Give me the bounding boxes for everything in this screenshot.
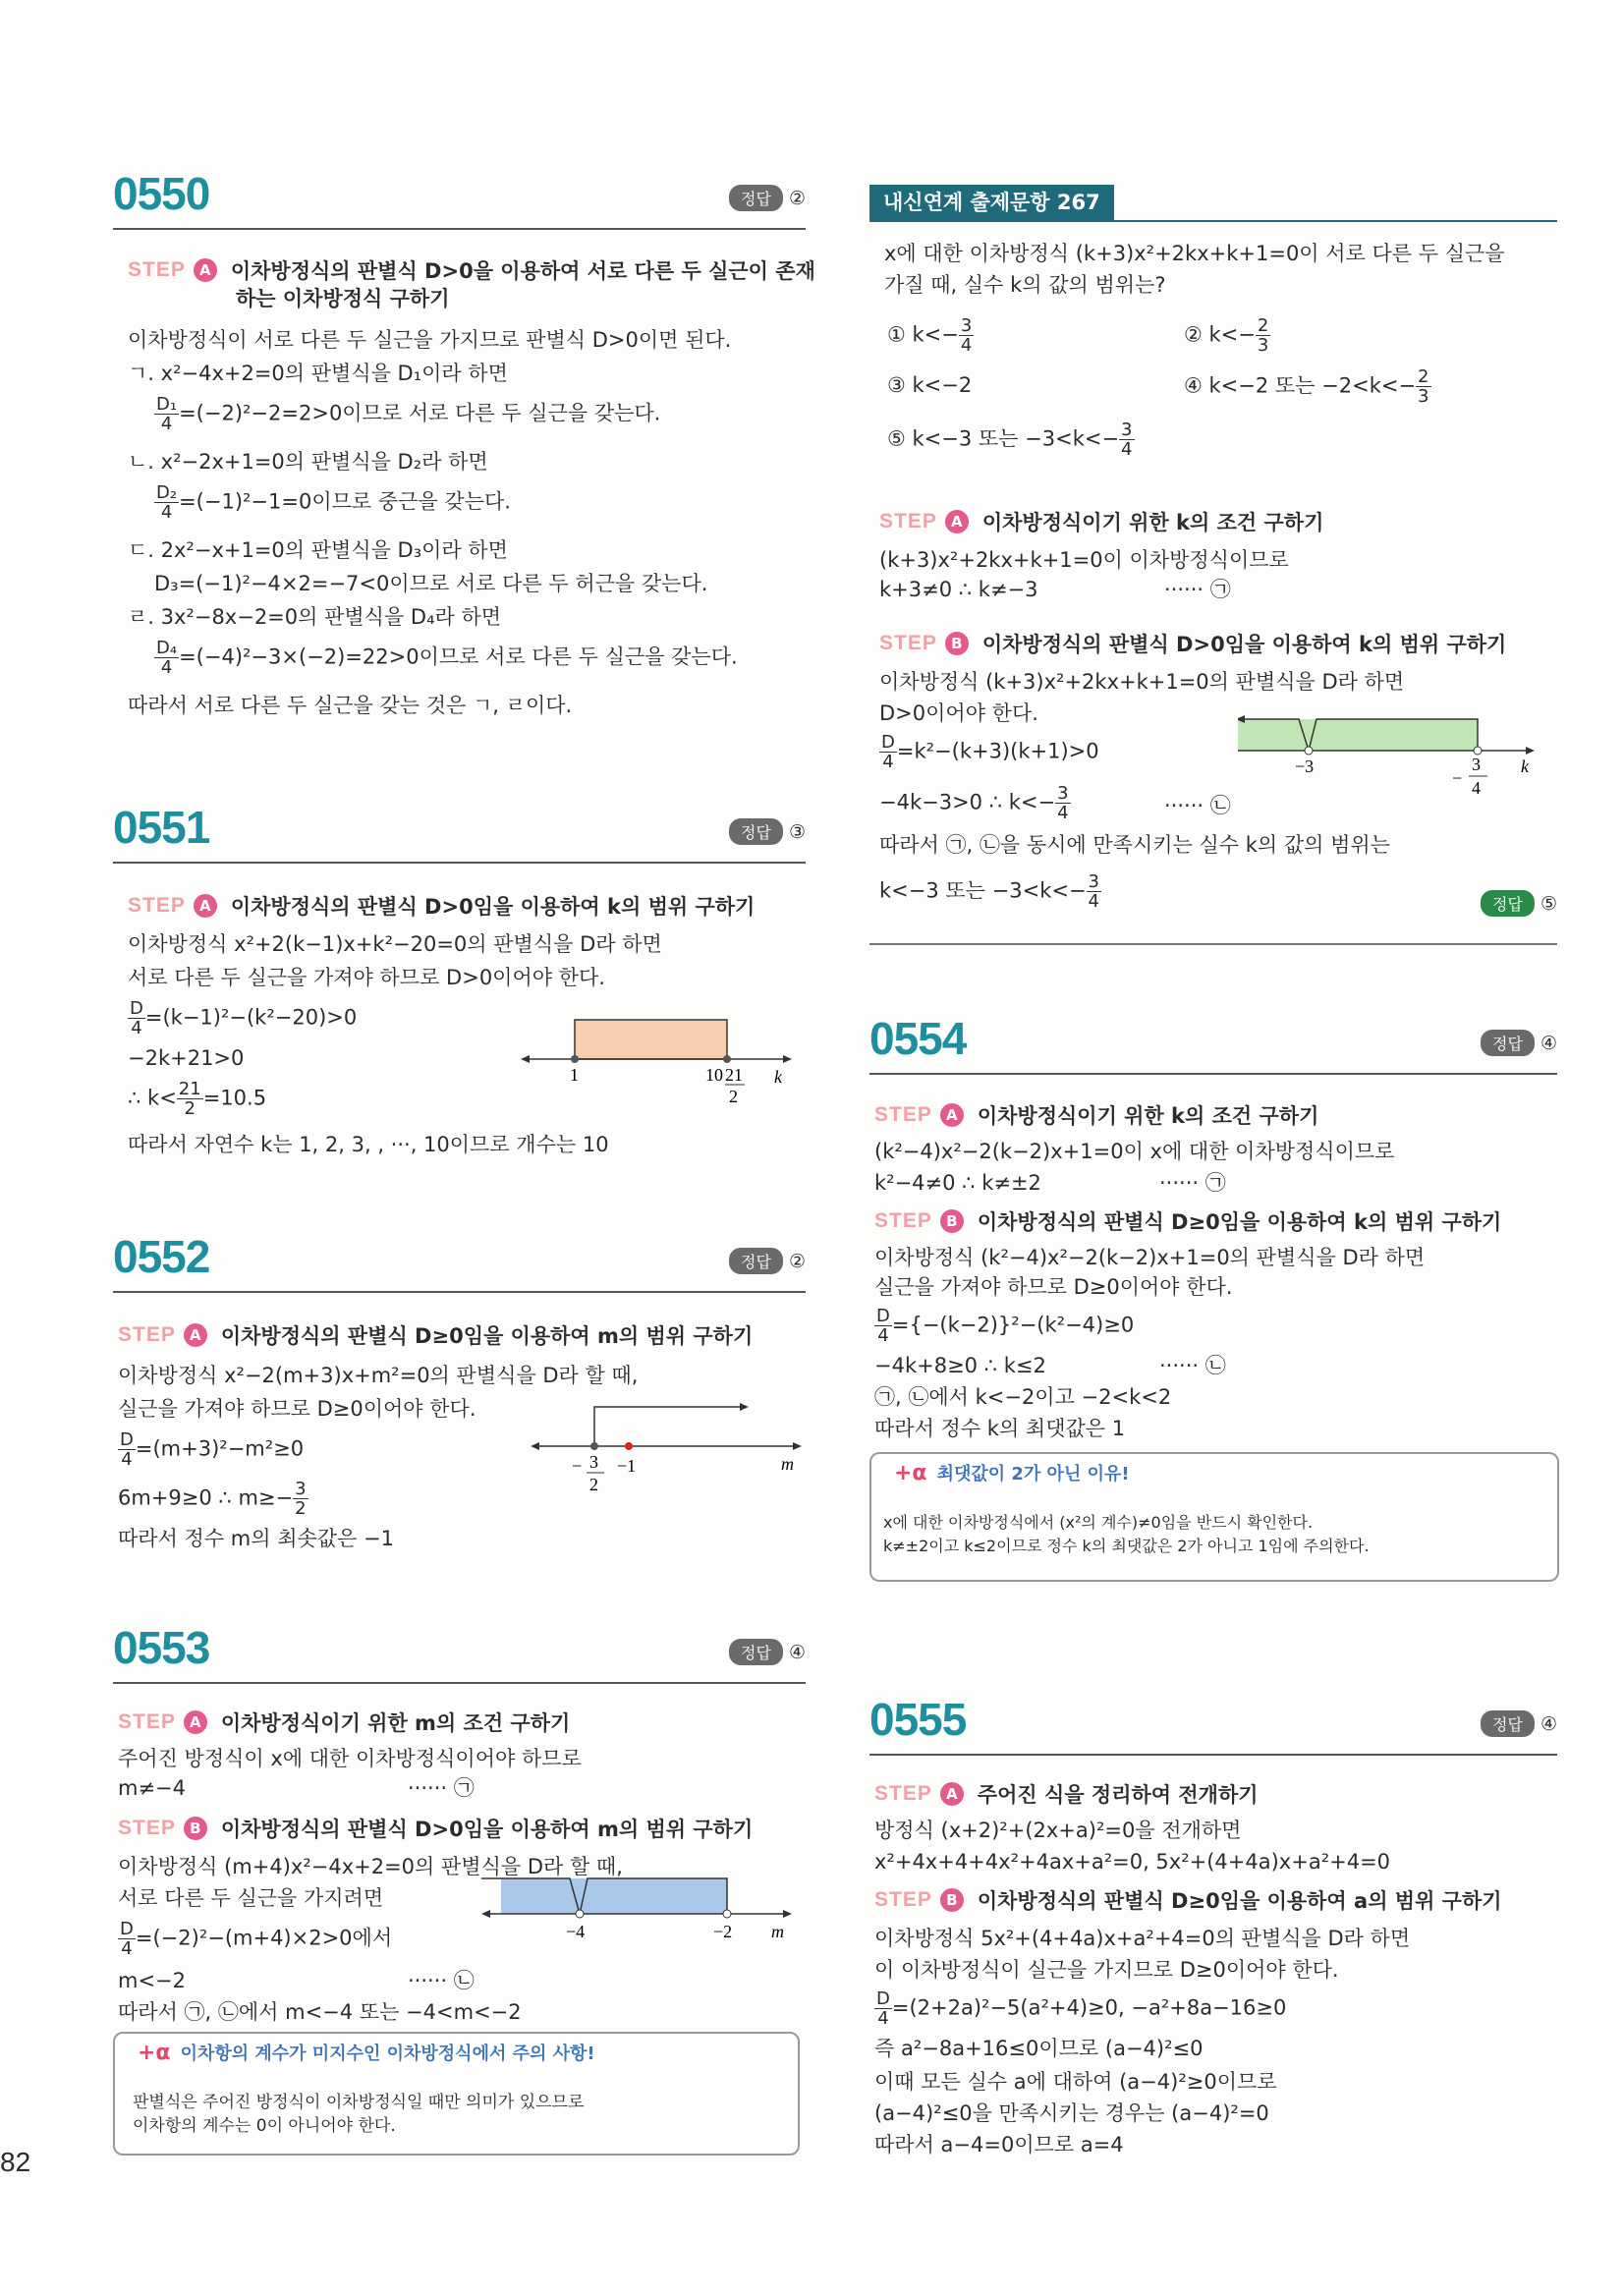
text-line: m<−2 xyxy=(118,1969,187,1992)
point-boundary xyxy=(590,1442,598,1450)
step-letter: A xyxy=(945,510,969,533)
text-line: 즉 a²−8a+16≤0이므로 (a−4)²≤0 xyxy=(874,2037,1204,2060)
axis-arrow-left xyxy=(481,1910,490,1918)
shaded-region xyxy=(580,1878,727,1914)
fraction: $\frac{D}{4}$ xyxy=(876,1988,890,2029)
answer-value: ④ xyxy=(1540,1712,1557,1735)
step-a xyxy=(128,891,755,921)
axis-arrow-right xyxy=(1526,747,1535,755)
fraction: $\frac{3}{4}$ xyxy=(1088,871,1099,912)
choice-4: ④ k<−2 또는 −2<k<− $\frac{2}{3}$ xyxy=(1184,366,1429,407)
step-title: 이차방정식의 판별식 D≥0임을 이용하여 k의 범위 구하기 xyxy=(977,1210,1502,1234)
answer-value: ④ xyxy=(788,1641,806,1663)
tip-text: x에 대한 이차방정식에서 (x²의 계수)≠0임을 반드시 확인한다. k≠±2이고 k≤2이므로 정수 k의 최댓값은 2가 아니고 1임에 주의한다. xyxy=(883,1513,1370,1555)
choice-2: ② k<− $\frac{2}{3}$ xyxy=(1184,315,1269,356)
divider xyxy=(869,220,1557,222)
text-line: ㄴ. x²−2x+1=0의 판별식을 D₂라 하면 xyxy=(128,450,488,474)
text-line: −4k−3>0 ∴ k<− $\frac{3}{4}$ xyxy=(879,783,1069,823)
step-title: 이차방정식이기 위한 k의 조건 구하기 xyxy=(981,511,1324,534)
label-10: 10 xyxy=(705,1065,723,1085)
divider xyxy=(113,1291,806,1293)
label-neg1: −1 xyxy=(617,1456,637,1476)
point-neg2 xyxy=(723,1910,731,1918)
label-3: 3 xyxy=(589,1452,598,1472)
label-k: k xyxy=(774,1067,782,1087)
text-line: 따라서 정수 k의 최댓값은 1 xyxy=(874,1417,1126,1440)
answer xyxy=(1481,890,1557,917)
number-line-figure xyxy=(521,1012,801,1110)
step-b xyxy=(879,629,1506,658)
fraction: $\frac{D}{4}$ xyxy=(130,998,143,1038)
divider xyxy=(113,862,806,864)
step-tag: STEP xyxy=(879,632,937,654)
label-m: m xyxy=(781,1454,794,1474)
answer-badge: 정답 xyxy=(1481,890,1535,917)
text-line: $\frac{D}{4}$ =(−2)²−(m+4)×2>0에서 xyxy=(120,1919,393,1959)
text-line: 이차방정식 x²−2(m+3)x+m²=0의 판별식을 D라 할 때, xyxy=(118,1364,639,1387)
step-b xyxy=(118,1814,753,1843)
right-column xyxy=(869,185,1557,2189)
text-line: $\frac{D}{4}$ ={−(k−2)}²−(k²−4)≥0 xyxy=(876,1306,1135,1346)
text-line: $\frac{D}{4}$ =(m+3)²−m²≥0 xyxy=(120,1429,305,1470)
text-line: −2k+21>0 xyxy=(128,1046,245,1070)
banner: 내신연계 출제문항 267 xyxy=(869,185,1114,220)
text-line: ······ ㉡ xyxy=(1164,794,1231,817)
tip-header xyxy=(894,1460,1130,1485)
question-line: x에 대한 이차방정식 (k+3)x²+2kx+k+1=0이 서로 다른 두 실근을 xyxy=(884,242,1505,265)
point-min xyxy=(625,1442,633,1450)
step-letter: B xyxy=(184,1817,207,1840)
step-b xyxy=(874,1206,1501,1236)
step-title: 주어진 식을 정리하여 전개하기 xyxy=(977,1783,1259,1807)
text-line: D₃=(−1)²−4×2=−7<0이므로 서로 다른 두 허근을 갖는다. xyxy=(154,572,708,595)
number-line-figure xyxy=(531,1397,806,1505)
text-line: 이차방정식 (k+3)x²+2kx+k+1=0의 판별식을 D라 하면 xyxy=(879,670,1405,694)
divider xyxy=(113,228,806,230)
answer xyxy=(729,1639,806,1665)
range-bracket xyxy=(594,1407,742,1446)
fraction: $\frac{\text{D₁}}{4}$ xyxy=(156,394,178,434)
step-letter: B xyxy=(940,1209,964,1233)
point-neg34 xyxy=(1474,747,1482,755)
fraction: $\frac{21}{2}$ xyxy=(178,1079,201,1119)
text-line: $\frac{D}{4}$ =(k−1)²−(k²−20)>0 xyxy=(130,998,358,1038)
text-line: 이차방정식 (m+4)x²−4x+2=0의 판별식을 D라 할 때, xyxy=(118,1855,623,1878)
problem-number: 0554 xyxy=(869,1013,967,1064)
text-line: ∴ k< $\frac{21}{2}$ =10.5 xyxy=(128,1079,267,1119)
text-line: ······ ㉠ xyxy=(1159,1171,1226,1195)
shaded-region xyxy=(1238,719,1309,751)
text-line: 따라서 자연수 k는 1, 2, 3, , ···, 10이므로 개수는 10 xyxy=(128,1133,609,1156)
fraction: $\frac{3}{4}$ xyxy=(1121,420,1133,460)
step-a xyxy=(874,1100,1318,1130)
label-k: k xyxy=(1521,756,1529,776)
fraction: $\frac{D}{4}$ xyxy=(120,1919,134,1959)
answer xyxy=(729,185,806,211)
text-line: 서로 다른 두 실근을 가져야 하므로 D>0이어야 한다. xyxy=(128,966,605,989)
step-letter: A xyxy=(194,894,217,918)
text-line: 이차방정식 5x²+(4+4a)x+a²+4=0의 판별식을 D라 하면 xyxy=(874,1927,1411,1950)
step-title: 이차방정식의 판별식 D≥0임을 이용하여 m의 범위 구하기 xyxy=(220,1324,754,1348)
step-tag: STEP xyxy=(118,1710,176,1733)
step-letter: B xyxy=(940,1888,964,1912)
text-line: ······ ㉡ xyxy=(408,1969,475,1992)
step-title: 이차방정식의 판별식 D>0을 이용하여 서로 다른 두 실근이 존재 xyxy=(230,259,815,283)
step-title: 이차방정식의 판별식 D>0임을 이용하여 k의 범위 구하기 xyxy=(981,633,1507,656)
tip-header xyxy=(138,2040,595,2065)
text-line: 6m+9≥0 ∴ m≥− $\frac{3}{2}$ xyxy=(118,1479,307,1519)
range-arrow xyxy=(740,1403,749,1411)
answer xyxy=(1481,1710,1557,1737)
tip-text: 판별식은 주어진 방정식이 이차방정식일 때만 의미가 있으므로 이차항의 계수는 0이 아니어야 한다. xyxy=(133,2093,585,2136)
divider xyxy=(869,1073,1557,1075)
label-neg2: −2 xyxy=(713,1922,733,1941)
text-line: $\frac{\text{D₂}}{4}$ =(−1)²−1=0이므로 중근을 갖는다. xyxy=(156,482,511,523)
text-line: (a−4)²≤0을 만족시키는 경우는 (a−4)²=0 xyxy=(874,2101,1269,2125)
answer-value: ④ xyxy=(1540,1032,1557,1054)
text-line: $\frac{\text{D₁}}{4}$ =(−2)²−2=2>0이므로 서로 다른 두 실근을 갖는다. xyxy=(156,394,661,434)
text-line: ㄱ. x²−4x+2=0의 판별식을 D₁이라 하면 xyxy=(128,362,508,385)
axis-arrow-right xyxy=(783,1910,792,1918)
step-letter: A xyxy=(940,1103,964,1127)
label-minus: − xyxy=(572,1456,583,1476)
question-line: 가질 때, 실수 k의 값의 범위는? xyxy=(884,273,1166,297)
number-line-figure xyxy=(1238,715,1542,809)
text-line: $\frac{D}{4}$ =(2+2a)²−5(a²+4)≥0, −a²+8a−16≥0 xyxy=(876,1988,1287,2029)
step-title: 이차방정식의 판별식 D>0임을 이용하여 k의 범위 구하기 xyxy=(230,895,756,919)
step-a xyxy=(879,507,1323,536)
step-title-cont: 하는 이차방정식 구하기 xyxy=(236,287,450,310)
step-title: 이차방정식이기 위한 k의 조건 구하기 xyxy=(977,1104,1319,1128)
text-line: ㉠, ㉡에서 k<−2이고 −2<k<2 xyxy=(874,1385,1172,1409)
text-line: k²−4≠0 ∴ k≠±2 xyxy=(874,1171,1041,1195)
label-minus: − xyxy=(1452,768,1463,788)
answer-value: ③ xyxy=(788,820,806,843)
answer-badge: 정답 xyxy=(1481,1710,1535,1737)
fraction: $\frac{D}{4}$ xyxy=(881,732,895,772)
axis-arrow-left xyxy=(521,1055,530,1063)
text-line: 이차방정식이 서로 다른 두 실근을 가지므로 판별식 D>0이면 된다. xyxy=(128,328,732,352)
step-a xyxy=(874,1779,1259,1809)
page-number: 82 xyxy=(0,2147,31,2177)
choice-5: ⑤ k<−3 또는 −3<k<− $\frac{3}{4}$ xyxy=(887,420,1133,460)
answer-value: ② xyxy=(788,187,806,209)
label-4: 4 xyxy=(1472,778,1481,798)
divider xyxy=(113,1682,806,1684)
text-line: x²+4x+4+4x²+4ax+a²=0, 5x²+(4+4a)x+a²+4=0 xyxy=(874,1850,1391,1874)
fraction: $\frac{\text{D₄}}{4}$ xyxy=(156,638,178,678)
text-line: D>0이어야 한다. xyxy=(879,701,1038,725)
answer-badge: 정답 xyxy=(729,818,783,845)
step-tag: STEP xyxy=(118,1323,176,1346)
answer-badge: 정답 xyxy=(729,1639,783,1665)
shaded-region xyxy=(501,1878,580,1914)
text-line: 방정식 (x+2)²+(2x+a)²=0을 전개하면 xyxy=(874,1819,1242,1842)
text-line: 주어진 방정식이 x에 대한 이차방정식이어야 하므로 xyxy=(118,1747,582,1770)
plus-alpha-icon: +α xyxy=(138,2040,171,2065)
problem-number: 0553 xyxy=(113,1622,210,1673)
answer xyxy=(1481,1030,1557,1056)
answer xyxy=(729,1248,806,1274)
step-letter: B xyxy=(945,632,969,655)
text-line: 서로 다른 두 실근을 가지려면 xyxy=(118,1886,384,1910)
step-tag: STEP xyxy=(879,510,937,532)
text-line: 따라서 서로 다른 두 실근을 갖는 것은 ㄱ, ㄹ이다. xyxy=(128,694,573,717)
answer-badge: 정답 xyxy=(729,185,783,211)
answer-badge: 정답 xyxy=(1481,1030,1535,1056)
text-line: 따라서 a−4=0이므로 a=4 xyxy=(874,2133,1124,2156)
fraction: $\frac{D}{4}$ xyxy=(876,1306,890,1346)
step-tag: STEP xyxy=(128,258,186,281)
step-b xyxy=(874,1885,1502,1915)
text-line: 따라서 정수 m의 최솟값은 −1 xyxy=(118,1527,394,1550)
answer-value: ⑤ xyxy=(1540,892,1557,915)
text-line: ㄹ. 3x²−8x−2=0의 판별식을 D₄라 하면 xyxy=(128,605,502,629)
plus-alpha-icon: +α xyxy=(894,1460,927,1485)
text-line: 따라서 ㉠, ㉡을 동시에 만족시키는 실수 k의 값의 범위는 xyxy=(879,833,1390,857)
answer xyxy=(729,818,806,845)
choice-1: ① k<− $\frac{3}{4}$ xyxy=(887,315,973,356)
label-2: 2 xyxy=(729,1087,738,1106)
divider xyxy=(869,1754,1557,1756)
step-letter: A xyxy=(184,1710,207,1734)
label-21: 21 xyxy=(725,1065,743,1085)
step-tag: STEP xyxy=(118,1817,176,1839)
step-tag: STEP xyxy=(874,1888,932,1911)
step-a-cont xyxy=(236,283,449,312)
step-a xyxy=(128,255,815,285)
label-3: 3 xyxy=(1472,755,1481,774)
choice-3: ③ k<−2 xyxy=(887,373,973,397)
text-line: $\frac{D}{4}$ =k²−(k+3)(k+1)>0 xyxy=(881,732,1099,772)
divider xyxy=(869,943,1557,945)
step-letter: A xyxy=(194,258,217,282)
step-title: 이차방정식이기 위한 m의 조건 구하기 xyxy=(220,1711,571,1735)
text-line: k<−3 또는 −3<k<− $\frac{3}{4}$ xyxy=(879,871,1099,912)
fraction: $\frac{3}{4}$ xyxy=(960,315,973,356)
fraction: $\frac{D}{4}$ xyxy=(120,1429,134,1470)
number-line-figure xyxy=(481,1875,796,1958)
step-title: 이차방정식의 판별식 D≥0임을 이용하여 a의 범위 구하기 xyxy=(977,1889,1502,1913)
text-line: 실근을 가져야 하므로 D≥0이어야 한다. xyxy=(874,1275,1233,1299)
tip-title: 이차항의 계수가 미지수인 이차방정식에서 주의 사항! xyxy=(180,2044,595,2064)
point-10 xyxy=(723,1055,731,1063)
step-title: 이차방정식의 판별식 D>0임을 이용하여 m의 범위 구하기 xyxy=(220,1818,754,1841)
text-line: $\frac{\text{D₄}}{4}$ =(−4)²−3×(−2)=22>0이므로 서로 다른 두 실근을 갖는다. xyxy=(156,638,738,678)
step-tag: STEP xyxy=(874,1209,932,1232)
fraction: $\frac{2}{3}$ xyxy=(1257,315,1269,356)
fraction: $\frac{2}{3}$ xyxy=(1418,366,1429,407)
step-a xyxy=(118,1320,753,1350)
fraction: $\frac{\text{D₂}}{4}$ xyxy=(156,482,178,523)
fraction: $\frac{3}{2}$ xyxy=(295,1479,307,1519)
axis-arrow-right xyxy=(783,1055,792,1063)
tip-title: 최댓값이 2가 아닌 이유! xyxy=(936,1464,1130,1484)
text-line: ······ ㉡ xyxy=(1159,1354,1226,1377)
label-m: m xyxy=(771,1922,784,1941)
axis-arrow-left xyxy=(531,1442,539,1450)
text-line: 따라서 ㉠, ㉡에서 m<−4 또는 −4<m<−2 xyxy=(118,2000,522,2024)
step-tag: STEP xyxy=(874,1782,932,1805)
text-line: (k²−4)x²−2(k−2)x+1=0이 x에 대한 이차방정식이므로 xyxy=(874,1140,1395,1163)
step-letter: A xyxy=(184,1323,207,1347)
text-line: 이때 모든 실수 a에 대하여 (a−4)²≥0이므로 xyxy=(874,2070,1277,2094)
left-column xyxy=(113,167,815,2211)
text-line: (k+3)x²+2kx+k+1=0이 이차방정식이므로 xyxy=(879,548,1289,572)
text-line: −4k+8≥0 ∴ k≤2 xyxy=(874,1354,1046,1377)
text-line: 이 이차방정식이 실근을 가지므로 D≥0이어야 한다. xyxy=(874,1958,1339,1982)
answer-badge: 정답 xyxy=(729,1248,783,1274)
text-line: ······ ㉠ xyxy=(1164,578,1231,601)
point-neg3 xyxy=(1305,747,1313,755)
text-line: 이차방정식 (k²−4)x²−2(k−2)x+1=0의 판별식을 D라 하면 xyxy=(874,1246,1426,1269)
point-1 xyxy=(571,1055,579,1063)
label-neg3: −3 xyxy=(1295,756,1315,776)
step-a xyxy=(118,1708,570,1737)
problem-number: 0555 xyxy=(869,1694,967,1745)
shaded-region xyxy=(1309,719,1478,751)
problem-number: 0551 xyxy=(113,802,210,853)
axis-arrow-right xyxy=(793,1442,802,1450)
shaded-region xyxy=(575,1020,727,1059)
label-neg4: −4 xyxy=(566,1922,586,1941)
text-line: 이차방정식 x²+2(k−1)x+k²−20=0의 판별식을 D라 하면 xyxy=(128,932,662,956)
text-line: k+3≠0 ∴ k≠−3 xyxy=(879,578,1038,601)
step-tag: STEP xyxy=(874,1103,932,1126)
fraction: $\frac{3}{4}$ xyxy=(1057,783,1069,823)
text-line: ······ ㉠ xyxy=(408,1776,475,1800)
answer-value: ② xyxy=(788,1250,806,1272)
problem-number: 0552 xyxy=(113,1231,210,1282)
step-tag: STEP xyxy=(128,894,186,917)
text-line: 실근을 가져야 하므로 D≥0이어야 한다. xyxy=(118,1397,476,1421)
text-line: ㄷ. 2x²−x+1=0의 판별식을 D₃이라 하면 xyxy=(128,538,508,562)
step-letter: A xyxy=(940,1782,964,1806)
point-neg4 xyxy=(576,1910,584,1918)
problem-number: 0550 xyxy=(113,168,210,219)
label-2: 2 xyxy=(589,1475,598,1494)
label-1: 1 xyxy=(570,1065,579,1085)
text-line: m≠−4 xyxy=(118,1776,187,1800)
